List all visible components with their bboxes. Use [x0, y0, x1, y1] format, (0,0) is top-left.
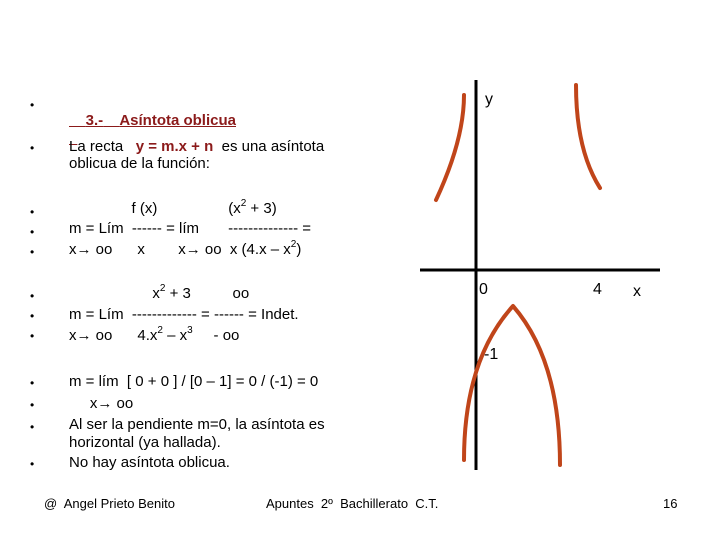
curve-upper-left	[436, 95, 464, 200]
formula2-line-2: m = Lím ------------- = ------ = Indet.	[69, 306, 299, 323]
formula1-line-2: m = Lím ------ = lím -------------- =	[69, 220, 312, 237]
intro-line-2: oblicua de la función:	[69, 155, 210, 172]
bullet: •	[30, 309, 35, 323]
formula2-line-3: x→ oo $4.x^2 - x^3$ - oo	[69, 325, 240, 344]
conclusion-line-4: horizontal (ya hallada).	[69, 434, 221, 451]
conclusion-line-1: m = lím [ 0 + 0 ] / [0 – 1] = 0 / (-1) = 0	[69, 373, 319, 390]
footer-course: Apuntes 2º Bachillerato C.T.	[266, 496, 439, 511]
line-equation: y = m.x + n	[135, 138, 214, 155]
tick-label-4: 4	[593, 281, 602, 298]
bullet: •	[30, 376, 35, 390]
formula1-line-1: f (x) $(x^2 + 3)$	[131, 198, 277, 217]
bullet: •	[30, 329, 35, 343]
bullet: •	[30, 141, 35, 155]
bullet: •	[30, 225, 35, 239]
conclusion-line-5: No hay asíntota oblicua.	[69, 454, 230, 471]
conclusion-line-3: Al ser la pendiente m=0, la asíntota es	[69, 416, 325, 433]
bullet: •	[30, 289, 35, 303]
bullet: •	[30, 398, 35, 412]
arrow-icon: →	[97, 395, 113, 412]
page-number: 16	[663, 496, 678, 511]
section-number: 3.-	[85, 112, 104, 129]
arrow-icon: →	[185, 241, 201, 258]
arrow-icon: →	[76, 327, 92, 344]
curve-upper-right	[576, 85, 600, 188]
arrow-icon: →	[76, 241, 92, 258]
origin-label: 0	[479, 281, 488, 298]
formula2-line-1: $x^2 + 3$ oo	[152, 283, 250, 302]
bullet: •	[30, 457, 35, 471]
bullet: •	[30, 245, 35, 259]
formula1-line-3: x→ oo x x→ oo x $(4.x - x^2)$	[69, 239, 302, 258]
tick-label-minus1: -1	[484, 346, 499, 363]
intro-line-1: La recta y = m.x + n es una asíntota	[69, 138, 325, 155]
y-axis-label: y	[485, 91, 493, 108]
x-axis-label: x	[633, 283, 641, 300]
curve-middle	[464, 306, 560, 465]
section-title-text: Asíntota oblicua	[119, 112, 236, 129]
bullet: •	[30, 420, 35, 434]
bullet: •	[30, 205, 35, 219]
conclusion-line-2: x→ oo	[89, 395, 134, 412]
footer-author: @ Angel Prieto Benito	[44, 496, 175, 511]
bullet: •	[30, 98, 35, 112]
